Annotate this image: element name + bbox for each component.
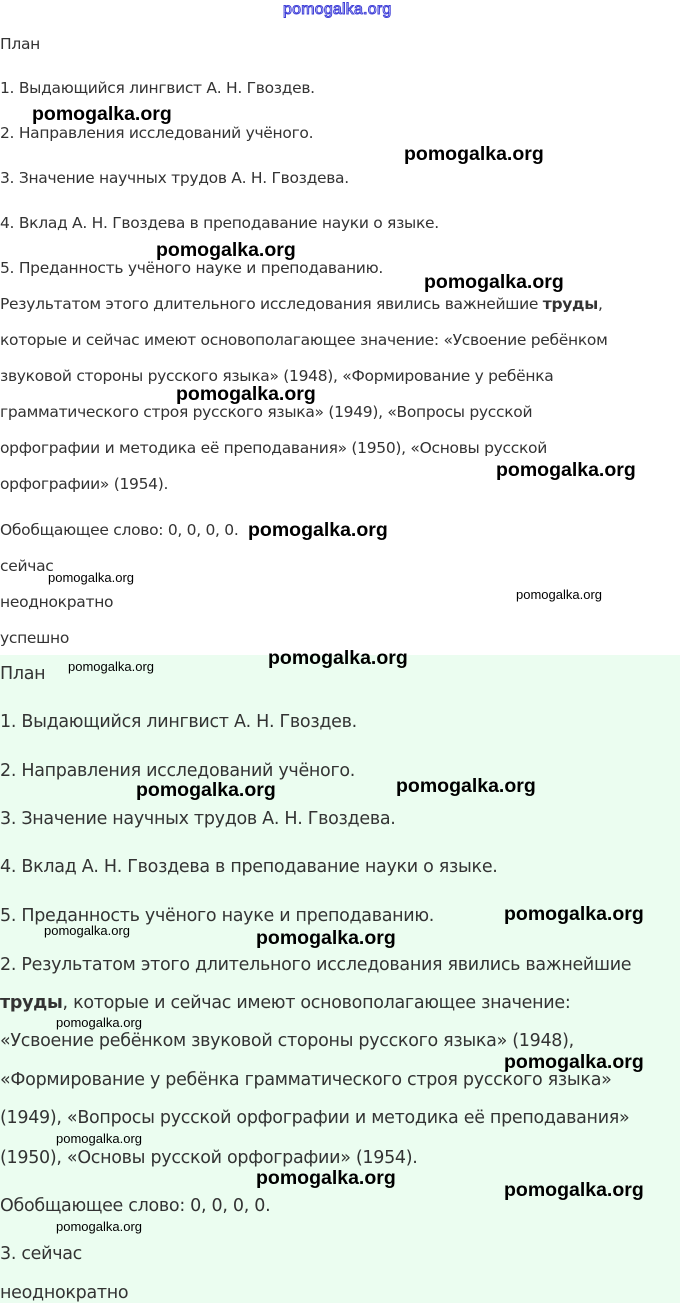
- generalizing-word: Обобщающее слово: 0, 0, 0, 0.: [0, 521, 239, 539]
- bold-word: труды: [542, 295, 598, 313]
- watermark: pomogalka.org: [176, 383, 316, 405]
- watermark: pomogalka.org: [504, 1051, 644, 1073]
- plan-title: План: [0, 664, 46, 684]
- plan-item: 1. Выдающийся лингвист А. Н. Гвоздев.: [0, 712, 357, 732]
- watermark: pomogalka.org: [404, 143, 544, 165]
- paragraph-line: грамматического строя русского языка» (1949), «Вопросы русской: [0, 403, 533, 421]
- watermark: pomogalka.org: [504, 1179, 644, 1201]
- watermark: pomogalka.org: [44, 923, 130, 938]
- watermark: pomogalka.org: [56, 1219, 142, 1234]
- watermark: pomogalka.org: [256, 1167, 396, 1189]
- watermark: pomogalka.org: [136, 779, 276, 801]
- watermark: pomogalka.org: [496, 459, 636, 481]
- word-item: 3. сейчас: [0, 1244, 83, 1264]
- paragraph-line: труды, которые и сейчас имеют основополагающее значение:: [0, 993, 571, 1013]
- paragraph-line: орфографии» (1954).: [0, 475, 169, 493]
- plan-item: 3. Значение научных трудов А. Н. Гвоздева.: [0, 809, 396, 829]
- plan-item: 4. Вклад А. Н. Гвоздева в преподавание науки о языке.: [0, 857, 498, 877]
- plan-item: 5. Преданность учёного науке и преподаванию.: [0, 259, 383, 277]
- paragraph-line: «Формирование у ребёнка грамматического строя русского языка»: [0, 1070, 612, 1090]
- watermark: pomogalka.org: [32, 103, 172, 125]
- watermark: pomogalka.org: [396, 775, 536, 797]
- plan-title: План: [0, 35, 40, 53]
- paragraph-line: которые и сейчас имеют основополагающее значение: «Усвоение ребёнком: [0, 331, 608, 349]
- watermark: pomogalka.org: [56, 1131, 142, 1146]
- watermark: pomogalka.org: [504, 903, 644, 925]
- word-item: сейчас: [0, 557, 54, 575]
- answer-section-highlighted: [0, 655, 680, 1303]
- header-watermark: pomogalka.org: [283, 1, 392, 18]
- watermark: pomogalka.org: [68, 659, 154, 674]
- generalizing-word: Обобщающее слово: 0, 0, 0, 0.: [0, 1196, 271, 1216]
- plan-item: 3. Значение научных трудов А. Н. Гвоздева.: [0, 169, 349, 187]
- word-item: неоднократно: [0, 1283, 129, 1303]
- paragraph-line: орфографии и методика её преподавания» (1950), «Основы русской: [0, 439, 547, 457]
- paragraph-line: Результатом этого длительного исследования явились важнейшие труды,: [0, 295, 603, 313]
- paragraph-line: «Усвоение ребёнком звуковой стороны русского языка» (1948),: [0, 1031, 574, 1051]
- watermark: pomogalka.org: [516, 587, 602, 602]
- paragraph-line: (1949), «Вопросы русской орфографии и методика её преподавания»: [0, 1108, 630, 1128]
- watermark: pomogalka.org: [48, 570, 134, 585]
- word-item: успешно: [0, 629, 70, 647]
- watermark: pomogalka.org: [156, 239, 296, 261]
- watermark: pomogalka.org: [424, 271, 564, 293]
- bold-word: труды: [0, 993, 63, 1013]
- plan-item: 2. Направления исследований учёного.: [0, 761, 356, 781]
- plan-item: 4. Вклад А. Н. Гвоздева в преподавание науки о языке.: [0, 214, 439, 232]
- watermark: pomogalka.org: [56, 1015, 142, 1030]
- watermark: pomogalka.org: [248, 519, 388, 541]
- plan-item: 1. Выдающийся лингвист А. Н. Гвоздев.: [0, 79, 315, 97]
- paragraph-line: 2. Результатом этого длительного исследования явились важнейшие: [0, 955, 632, 975]
- plan-item: 5. Преданность учёного науке и преподаванию.: [0, 906, 435, 926]
- paragraph-line: (1950), «Основы русской орфографии» (1954).: [0, 1148, 418, 1168]
- plan-item: 2. Направления исследований учёного.: [0, 124, 314, 142]
- paragraph-line: звуковой стороны русского языка» (1948), «Формирование у ребёнка: [0, 367, 554, 385]
- watermark: pomogalka.org: [256, 927, 396, 949]
- watermark: pomogalka.org: [268, 647, 408, 669]
- word-item: неоднократно: [0, 593, 114, 611]
